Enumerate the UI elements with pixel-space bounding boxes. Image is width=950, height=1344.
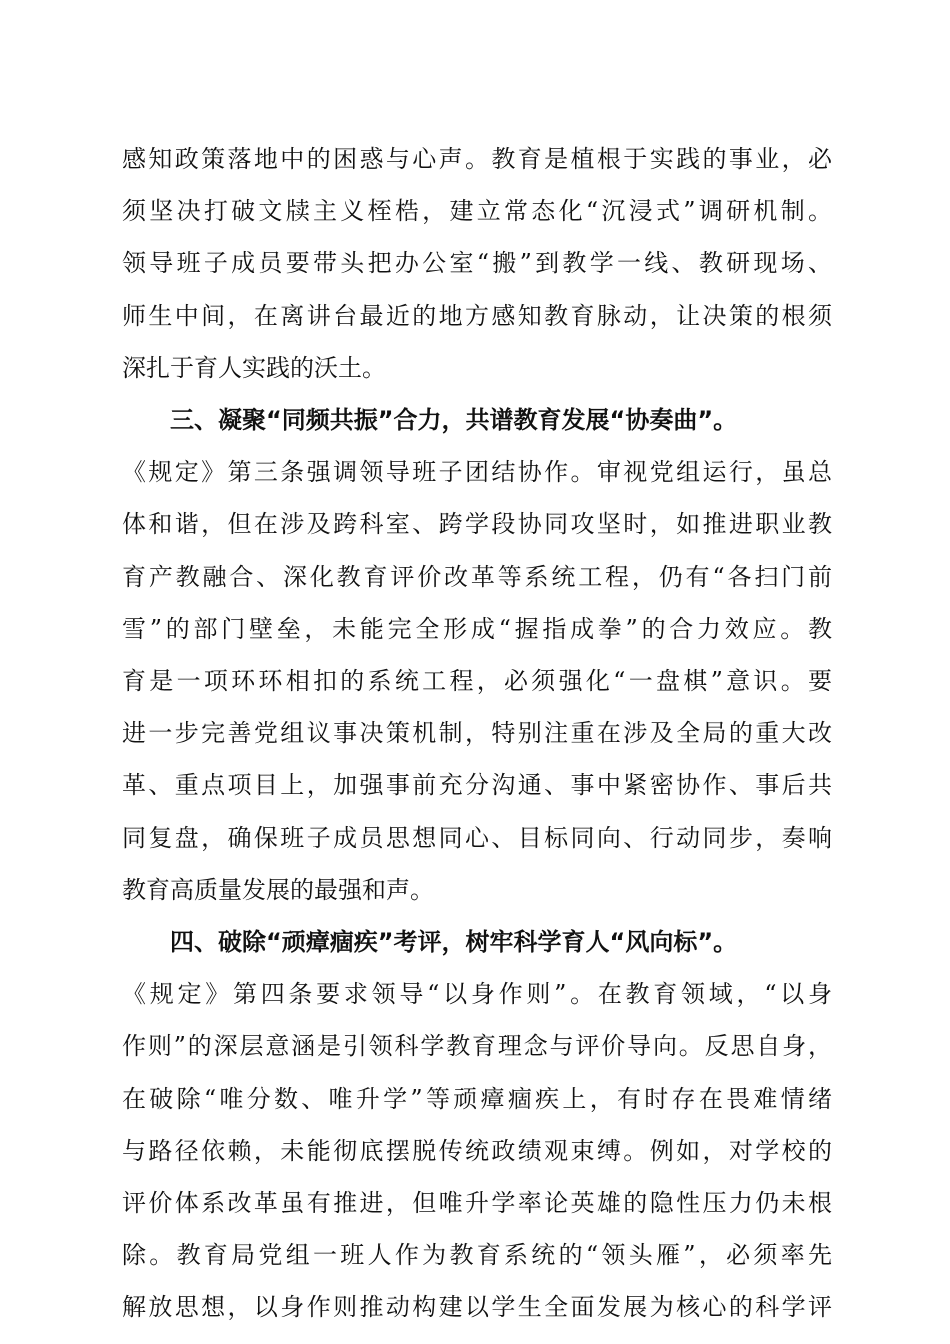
paragraph-line: 进一步完善党组议事决策机制，特别注重在涉及全局的重大改 [122,719,832,748]
paragraph-line: 《规定》第四条要求领导“以身作则”。在教育领域，“以身 [122,980,832,1009]
paragraph-line: 领导班子成员要带头把办公室“搬”到教学一线、教研现场、 [122,249,832,278]
section-heading: 三、凝聚“同频共振”合力，共谱教育发展“协奏曲”。 [170,406,738,434]
section-heading: 四、破除“顽瘴痼疾”考评，树牢科学育人“风向标”。 [170,928,738,956]
paragraph-line: 解放思想，以身作则推动构建以学生全面发展为核心的科学评 [122,1293,832,1322]
paragraph-line: 评价体系改革虽有推进，但唯升学率论英雄的隐性压力仍未根 [122,1189,832,1217]
paragraph-line: 感知政策落地中的困惑与心声。教育是植根于实践的事业，必 [122,145,832,173]
paragraph-line: 革、重点项目上，加强事前充分沟通、事中紧密协作、事后共 [122,771,832,800]
paragraph-line: 在破除“唯分数、唯升学”等顽瘴痼疾上，有时存在畏难情绪 [122,1084,832,1113]
paragraph-line: 与路径依赖，未能彻底摆脱传统政绩观束缚。例如，对学校的 [122,1136,832,1165]
paragraph-line: 深扎于育人实践的沃土。 [122,353,386,382]
paragraph-line: 作则”的深层意涵是引领科学教育理念与评价导向。反思自身， [122,1032,832,1061]
paragraph-line: 师生中间，在离讲台最近的地方感知教育脉动，让决策的根须 [122,301,832,330]
paragraph-line: 育是一项环环相扣的系统工程，必须强化“一盘棋”意识。要 [122,667,832,695]
paragraph-line: 体和谐，但在涉及跨科室、跨学段协同攻坚时，如推进职业教 [122,510,832,539]
paragraph-line: 教育高质量发展的最强和声。 [122,875,434,904]
paragraph-line: 同复盘，确保班子成员思想同心、目标同向、行动同步，奏响 [122,823,832,852]
paragraph-line: 育产教融合、深化教育评价改革等系统工程，仍有“各扫门前 [122,562,832,591]
paragraph-line: 雪”的部门壁垒，未能完全形成“握指成拳”的合力效应。教 [122,614,832,643]
paragraph-line: 《规定》第三条强调领导班子团结协作。审视党组运行，虽总 [122,458,832,487]
paragraph-line: 须坚决打破文牍主义桎梏，建立常态化“沉浸式”调研机制。 [122,197,832,226]
paragraph-line: 除。教育局党组一班人作为教育系统的“领头雁”，必须率先 [122,1241,832,1270]
